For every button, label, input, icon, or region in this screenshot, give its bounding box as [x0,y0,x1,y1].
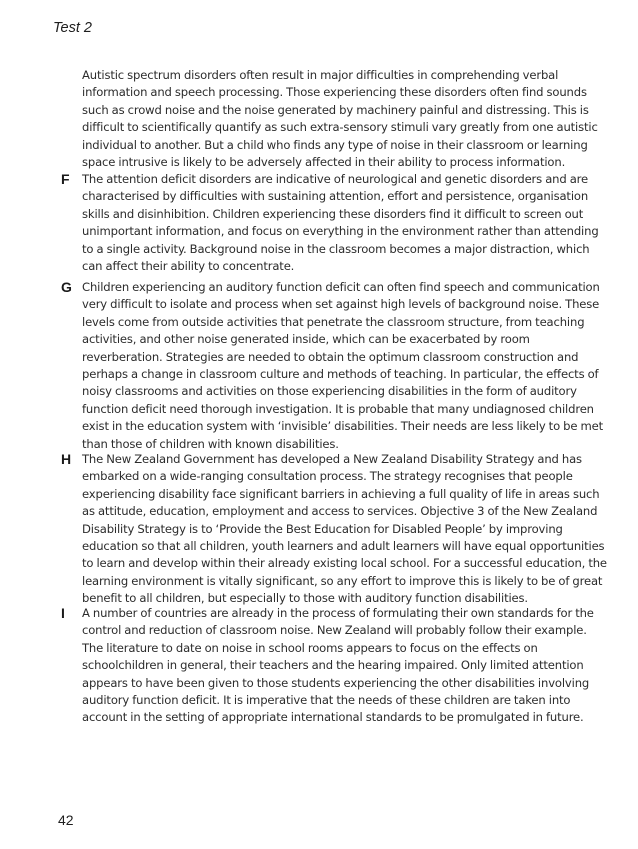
paragraph-letter-g: G [61,279,72,295]
paragraph-letter-h: H [61,451,72,467]
paragraph-f: The attention deficit disorders are indicative of neurological and genetic disorders and are characterised by difficulties with sustaining attention, effort and persistence, organisation skills and disinhibition. Children experiencing these disorders find it difficult to screen out unimportant information, and focus on everything in the environment rather than attending to a single activity. Background noise in the classroom becomes a major distraction, which can affect their ability to concentrate. [82,172,599,274]
paragraph-h: The New Zealand Government has developed a New Zealand Disability Strategy and has embarked on a wide-ranging consultation process. The strategy recognises that people experiencing disability face significant barriers in achieving a full quality of life in areas such as attitude, education, employment and access to services. Objective 3 of the New Zealand Disability Strategy is to ‘Provide the Best Education for Disabled People’ by improving education so that all children, youth learners and adult learners will have equal opportunities to learn and develop within their already existing local school. For a successful education, the learning environment is vitally significant, so any effort to improve this is likely to be of great benefit to all children, but especially to those with auditory function disabilities. [82,452,607,606]
page-header-title: Test 2 [53,20,92,36]
paragraph-i: A number of countries are already in the process of formulating their own standards for the control and reduction of classroom noise. New Zealand will probably follow their example. The literature to date on noise in school rooms appears to focus on the effects on schoolchildren in general, their teachers and the hearing impaired. Only limited attention appears to have been given to those students experiencing the other disabilities involving auditory function deficit. It is imperative that the needs of these children are taken into account in the setting of appropriate international standards to be promulgated in future. [82,606,594,725]
paragraph-letter-i: I [61,605,65,621]
paragraph-letter-f: F [61,171,70,187]
paragraph-g: Children experiencing an auditory function deficit can often find speech and communication very difficult to isolate and process when set against high levels of background noise. These levels come from outside activities that penetrate the classroom structure, from teaching activities, and other noise generated inside, which can be exacerbated by room reverberation. Strategies are needed to obtain the optimum classroom construction and perhaps a change in classroom culture and methods of teaching. In particular, the effects of noisy classrooms and activities on those experiencing disabilities in the form of auditory function deficit need thorough investigation. It is probable that many undiagnosed children exist in the education system with ‘invisible’ disabilities. Their needs are less likely to be met than those of children with known disabilities. [82,280,603,451]
page-number: 42 [58,812,74,828]
paragraph-e-continuation: Autistic spectrum disorders often result in major difficulties in comprehending verbal information and speech processing. Those experiencing these disorders often find sounds such as crowd noise and the noise generated by machinery painful and distressing. This is difficult to scientifically quantify as such extra-sensory stimuli vary greatly from one autistic individual to another. But a child who finds any type of noise in their classroom or learning space intrusive is likely to be adversely affected in their ability to process information. [82,68,598,170]
